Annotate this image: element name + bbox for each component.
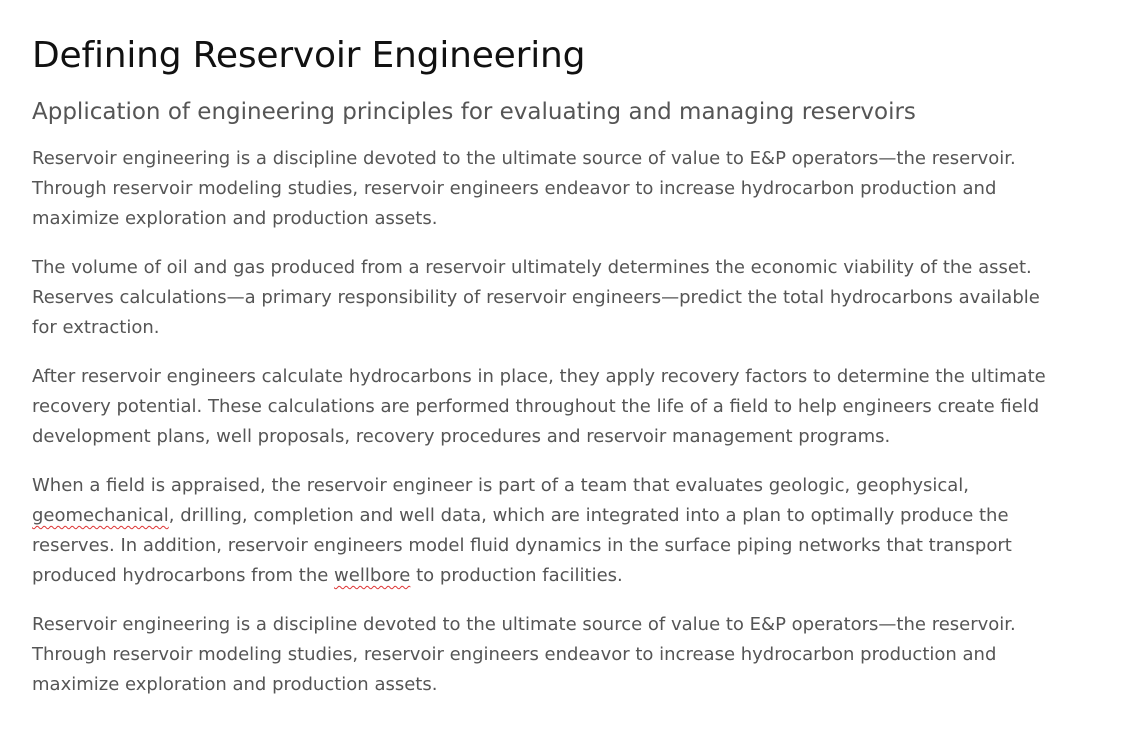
text-line: Through reservoir modeling studies, reservoir engineers endeavor to increase hydrocarbon production and — [32, 644, 997, 665]
text-line: Through reservoir modeling studies, reservoir engineers endeavor to increase hydrocarbon production and — [32, 178, 997, 199]
paragraph-3 — [32, 362, 1120, 452]
text-line: Reservoir engineering is a discipline devoted to the ultimate source of value to E&P operators—the reservoir. — [32, 148, 1016, 169]
text-line: for extraction. — [32, 317, 160, 338]
text-segment: to production facilities. — [410, 565, 623, 586]
text-line: development plans, well proposals, recovery procedures and reservoir management programs. — [32, 426, 891, 447]
text-line — [32, 561, 1120, 591]
text-segment: produced hydrocarbons from the — [32, 565, 335, 586]
text-line: Reserves calculations—a primary responsibility of reservoir engineers—predict the total hydrocarbons available — [32, 287, 1040, 308]
text-line: Reservoir engineering is a discipline devoted to the ultimate source of value to E&P operators—the reservoir. — [32, 614, 1016, 635]
page-title: Defining Reservoir Engineering — [32, 35, 586, 76]
text-line: maximize exploration and production assets. — [32, 208, 438, 229]
misspelled-word[interactable]: geomechanical — [32, 505, 169, 526]
text-line: When a field is appraised, the reservoir engineer is part of a team that evaluates geologic, geophysical, — [32, 475, 970, 496]
text-line — [32, 501, 1120, 531]
text-line: After reservoir engineers calculate hydrocarbons in place, they apply recovery factors to determine the ultimate — [32, 366, 1046, 387]
text-line: maximize exploration and production assets. — [32, 674, 438, 695]
text-line: reserves. In addition, reservoir engineers model fluid dynamics in the surface piping networks that transport — [32, 535, 1012, 556]
misspelled-word[interactable]: wellbore — [334, 565, 411, 586]
page-subtitle: Application of engineering principles for evaluating and managing reservoirs — [32, 99, 916, 125]
paragraph-4 — [32, 471, 1120, 591]
paragraph-2 — [32, 253, 1120, 343]
text-segment: , drilling, completion and well data, which are integrated into a plan to optimally produce the — [168, 505, 1009, 526]
text-line: The volume of oil and gas produced from a reservoir ultimately determines the economic viability of the asset. — [32, 257, 1032, 278]
paragraph-1 — [32, 144, 1120, 234]
paragraph-5 — [32, 610, 1120, 700]
text-line: recovery potential. These calculations are performed throughout the life of a field to help engineers create field — [32, 396, 1040, 417]
article — [32, 28, 1120, 700]
